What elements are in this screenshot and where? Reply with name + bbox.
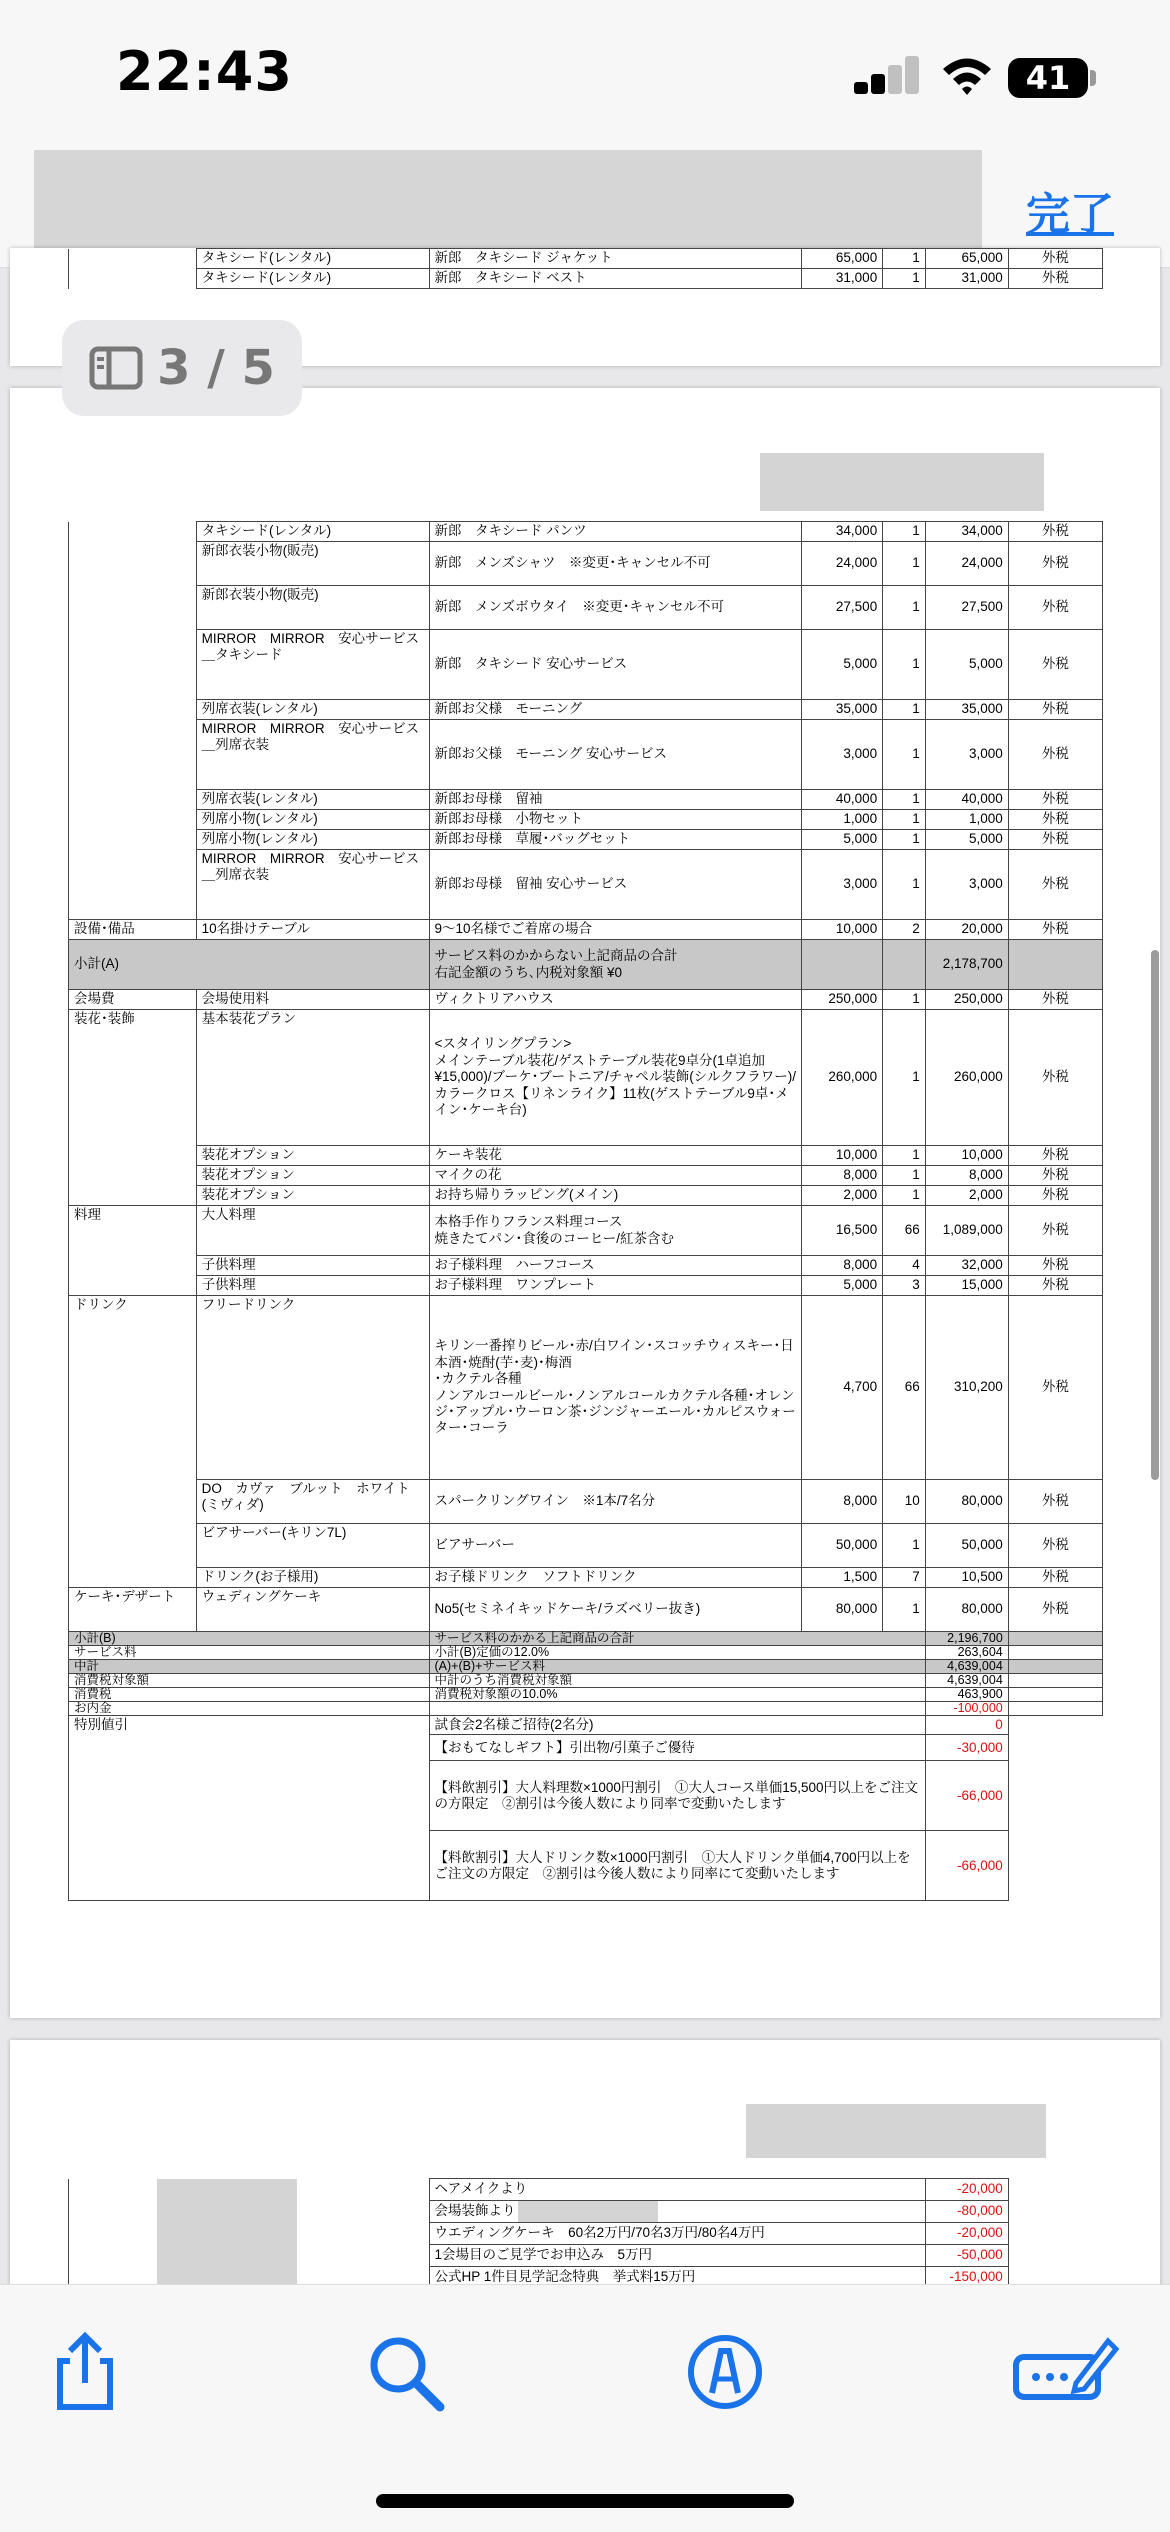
summary-row: お内金 -100,000 bbox=[69, 1702, 1103, 1716]
table-row: 装花オプション マイクの花 8,000 1 8,000 外税 bbox=[69, 1166, 1103, 1186]
sidebar-icon bbox=[89, 346, 143, 390]
status-time: 22:43 bbox=[116, 40, 293, 103]
redacted-name bbox=[157, 2179, 297, 2289]
summary-row: サービス料 小計(B)定価の12.0% 263,604 bbox=[69, 1646, 1103, 1660]
battery-level: 41 bbox=[1025, 59, 1071, 97]
done-button[interactable]: 完了 bbox=[1026, 189, 1114, 240]
summary-row: 中計 (A)+(B)+サービス料 4,639,004 bbox=[69, 1660, 1103, 1674]
table-row: ドリンク(お子様用) お子様ドリンク ソフトドリンク 1,500 7 10,500 外税 bbox=[69, 1568, 1103, 1588]
page2-table bbox=[68, 248, 1103, 289]
table-row: 装花オプション お持ち帰りラッピング(メイン) 2,000 1 2,000 外税 bbox=[69, 1186, 1103, 1206]
table-row: 子供料理 お子様料理 ハーフコース 8,000 4 32,000 外税 bbox=[69, 1256, 1103, 1276]
discount-row: 【料飲割引】大人ドリンク数×1000円割引 ①大人ドリンク単価4,700円以上をご注文の方限定 ②割引は今後人数により同率にて変動いたします -66,000 bbox=[69, 1831, 1103, 1901]
page-indicator-label: 3 / 5 bbox=[157, 340, 275, 396]
redacted-block bbox=[760, 453, 1044, 511]
discount-row: 【料飲割引】大人料理数×1000円割引 ①大人コース単価15,500円以上をご注文の方限定 ②割引は今後人数により同率で変動いたします -66,000 bbox=[69, 1761, 1103, 1831]
discount-row: 特別値引 試食会2名様ご招待(2名分) 0 bbox=[69, 1716, 1103, 1735]
table-row: タキシード(レンタル) 新郎 タキシード パンツ 34,000 1 34,000 外税 bbox=[69, 522, 1103, 542]
battery-icon bbox=[1008, 58, 1088, 98]
table-row: MIRROR MIRROR 安心サービス＿列席衣装 新郎お母様 留袖 安心サービス 3,000 1 3,000 外税 bbox=[69, 850, 1103, 920]
table-row: 装花･装飾 基本装花プラン <スタイリングプラン> メインテーブル装花/ゲストテーブル装花9卓分(1卓追加¥15,000)/ブーケ･ブートニア/チャペル装飾(シルクフラワー)/カラークロス【リネンライク】11枚(ゲストテーブル9卓･メイン･ケーキ台) 260,000 1 260,000 外税 bbox=[69, 1010, 1103, 1146]
share-icon[interactable] bbox=[40, 2327, 130, 2417]
table-row: MIRROR MIRROR 安心サービス＿タキシード 新郎 タキシード 安心サービス 5,000 1 5,000 外税 bbox=[69, 630, 1103, 700]
table-row: ケーキ･デザート ウェディングケーキ No5(セミネイキッドケーキ/ラズベリー抜き) 80,000 1 80,000 外税 bbox=[69, 1588, 1103, 1632]
table-row: 列席衣装(レンタル) 新郎お父様 モーニング 35,000 1 35,000 外税 bbox=[69, 700, 1103, 720]
table-row: 料理 大人料理 本格手作りフランス料理コース 焼きたてパン･食後のコーヒー/紅茶含む 16,500 66 1,089,000 外税 bbox=[69, 1206, 1103, 1256]
summary-row: 消費税対象額 中計のうち消費税対象額 4,639,004 bbox=[69, 1674, 1103, 1688]
estimate-table bbox=[68, 521, 1103, 1901]
table-row: 子供料理 お子様料理 ワンプレート 5,000 3 15,000 外税 bbox=[69, 1276, 1103, 1296]
discount-table-continued bbox=[68, 2178, 1103, 2289]
discount-row: ウエディングケーキ 60名2万円/70名3万円/80名4万円 -20,000 bbox=[69, 2223, 1103, 2245]
annotate-icon[interactable] bbox=[1010, 2327, 1120, 2417]
cellular-signal-icon bbox=[854, 54, 918, 94]
table-row: 列席小物(レンタル) 新郎お母様 小物セット 1,000 1 1,000 外税 bbox=[69, 810, 1103, 830]
table-row: タキシード(レンタル) 新郎 タキシード ベスト 31,000 1 31,000 外税 bbox=[69, 269, 1103, 289]
scrollbar[interactable] bbox=[1151, 950, 1159, 1480]
pdf-page-3 bbox=[10, 388, 1160, 2018]
wifi-icon bbox=[940, 54, 994, 96]
markup-icon[interactable] bbox=[680, 2327, 770, 2417]
redacted-block bbox=[746, 2104, 1046, 2158]
table-row: 列席衣装(レンタル) 新郎お母様 留袖 40,000 1 40,000 外税 bbox=[69, 790, 1103, 810]
redacted-title bbox=[34, 150, 982, 260]
discount-row: 会場装飾より -80,000 bbox=[69, 2201, 1103, 2223]
table-row: ビアサーバー(キリン7L) ビアサーバー 50,000 1 50,000 外税 bbox=[69, 1524, 1103, 1568]
table-row: 設備･備品 10名掛けテーブル 9～10名様でご着席の場合 10,000 2 20,000 外税 bbox=[69, 920, 1103, 940]
table-row: MIRROR MIRROR 安心サービス＿列席衣装 新郎お父様 モーニング 安心サービス 3,000 1 3,000 外税 bbox=[69, 720, 1103, 790]
table-row: 会場費 会場使用料 ヴィクトリアハウス 250,000 1 250,000 外税 bbox=[69, 990, 1103, 1010]
table-row: 列席小物(レンタル) 新郎お母様 草履･バッグセット 5,000 1 5,000 外税 bbox=[69, 830, 1103, 850]
status-bar bbox=[0, 0, 1170, 140]
table-row: 新郎衣装小物(販売) 新郎 メンズシャツ ※変更･キャンセル不可 24,000 1 24,000 外税 bbox=[69, 542, 1103, 586]
discount-row: ヘアメイクより -20,000 bbox=[69, 2179, 1103, 2201]
discount-row: 【おもてなしギフト】引出物/引菓子ご優待 -30,000 bbox=[69, 1735, 1103, 1761]
redacted-name bbox=[518, 2201, 658, 2222]
table-row: DO カヴァ ブルット ホワイト(ミヴィダ) スパークリングワイン ※1本/7名分 8,000 10 80,000 外税 bbox=[69, 1480, 1103, 1524]
home-indicator bbox=[376, 2494, 794, 2508]
table-row: タキシード(レンタル) 新郎 タキシード ジャケット 65,000 1 65,000 外税 bbox=[69, 249, 1103, 269]
page-indicator[interactable] bbox=[62, 320, 302, 416]
summary-row: 小計(B) サービス料のかかる上記商品の合計 2,196,700 bbox=[69, 1632, 1103, 1646]
summary-row: 消費税 消費税対象額の10.0% 463,900 bbox=[69, 1688, 1103, 1702]
table-row: 新郎衣装小物(販売) 新郎 メンズボウタイ ※変更･キャンセル不可 27,500 1 27,500 外税 bbox=[69, 586, 1103, 630]
battery-cap bbox=[1090, 70, 1096, 86]
document-viewer[interactable] bbox=[0, 250, 1170, 2285]
discount-row: 公式HP 1件目見学記念特典 挙式料15万円 -150,000 bbox=[69, 2267, 1103, 2289]
discount-row: 1会場目のご見学でお申込み 5万円 -50,000 bbox=[69, 2245, 1103, 2267]
table-row: ドリンク フリードリンク キリン一番搾りビール･赤/白ワイン･スコッチウィスキー･日本酒･焼酎(芋･麦)･梅酒 ･カクテル各種 ノンアルコールビール･ノンアルコールカクテル各種･オレンジ･アップル･ウーロン茶･ジンジャーエール･カルピスウォーター･コーラ 4,700 66 310,200 外税 bbox=[69, 1296, 1103, 1480]
subtotal-a-row: 小計(A) サービス料のかからない上記商品の合計 右記金額のうち､内税対象額 ¥0 2,178,700 bbox=[69, 940, 1103, 990]
search-icon[interactable] bbox=[360, 2327, 450, 2417]
table-row: 装花オプション ケーキ装花 10,000 1 10,000 外税 bbox=[69, 1146, 1103, 1166]
